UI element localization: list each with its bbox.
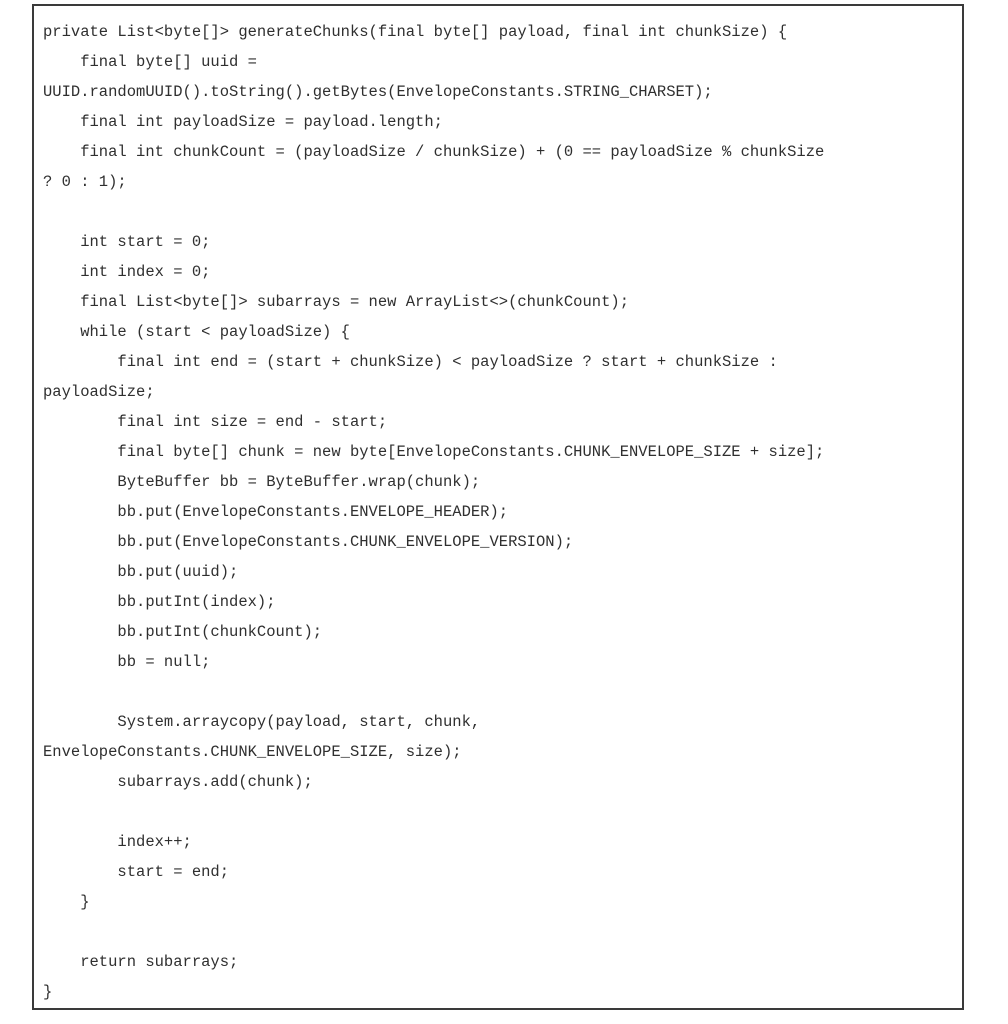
code-line: subarrays.add(chunk); bbox=[43, 773, 313, 791]
code-line: bb.put(EnvelopeConstants.CHUNK_ENVELOPE_VERSION); bbox=[43, 533, 574, 551]
code-line: final List<byte[]> subarrays = new ArrayList<>(chunkCount); bbox=[43, 293, 629, 311]
code-line-blank bbox=[43, 797, 824, 827]
code-line: final int size = end - start; bbox=[43, 413, 388, 431]
code-line: EnvelopeConstants.CHUNK_ENVELOPE_SIZE, size); bbox=[43, 743, 462, 761]
code-line: ? 0 : 1); bbox=[43, 173, 127, 191]
code-line: while (start < payloadSize) { bbox=[43, 323, 350, 341]
code-line: final int payloadSize = payload.length; bbox=[43, 113, 443, 131]
code-line: ByteBuffer bb = ByteBuffer.wrap(chunk); bbox=[43, 473, 481, 491]
code-block bbox=[43, 17, 824, 1007]
code-line: System.arraycopy(payload, start, chunk, bbox=[43, 713, 481, 731]
code-line: private List<byte[]> generateChunks(final byte[] payload, final int chunkSize) { bbox=[43, 23, 788, 41]
code-line-blank bbox=[43, 917, 824, 947]
code-line: bb = null; bbox=[43, 653, 211, 671]
code-line-blank bbox=[43, 197, 824, 227]
code-line: } bbox=[43, 893, 90, 911]
code-line: payloadSize; bbox=[43, 383, 155, 401]
code-line: int index = 0; bbox=[43, 263, 211, 281]
code-line: start = end; bbox=[43, 863, 230, 881]
code-line: int start = 0; bbox=[43, 233, 211, 251]
code-line: bb.put(uuid); bbox=[43, 563, 239, 581]
code-line: bb.putInt(index); bbox=[43, 593, 276, 611]
code-line: UUID.randomUUID().toString().getBytes(EnvelopeConstants.STRING_CHARSET); bbox=[43, 83, 713, 101]
code-block-frame bbox=[32, 4, 964, 1010]
code-line: index++; bbox=[43, 833, 192, 851]
code-line: return subarrays; bbox=[43, 953, 239, 971]
code-line: } bbox=[43, 983, 53, 1001]
code-line: final byte[] chunk = new byte[EnvelopeConstants.CHUNK_ENVELOPE_SIZE + size]; bbox=[43, 443, 825, 461]
code-line-blank bbox=[43, 677, 824, 707]
code-line: final int end = (start + chunkSize) < payloadSize ? start + chunkSize : bbox=[43, 353, 778, 371]
code-line: bb.put(EnvelopeConstants.ENVELOPE_HEADER); bbox=[43, 503, 509, 521]
code-line: final byte[] uuid = bbox=[43, 53, 257, 71]
code-line: bb.putInt(chunkCount); bbox=[43, 623, 323, 641]
code-line: final int chunkCount = (payloadSize / chunkSize) + (0 == payloadSize % chunkSize bbox=[43, 143, 825, 161]
